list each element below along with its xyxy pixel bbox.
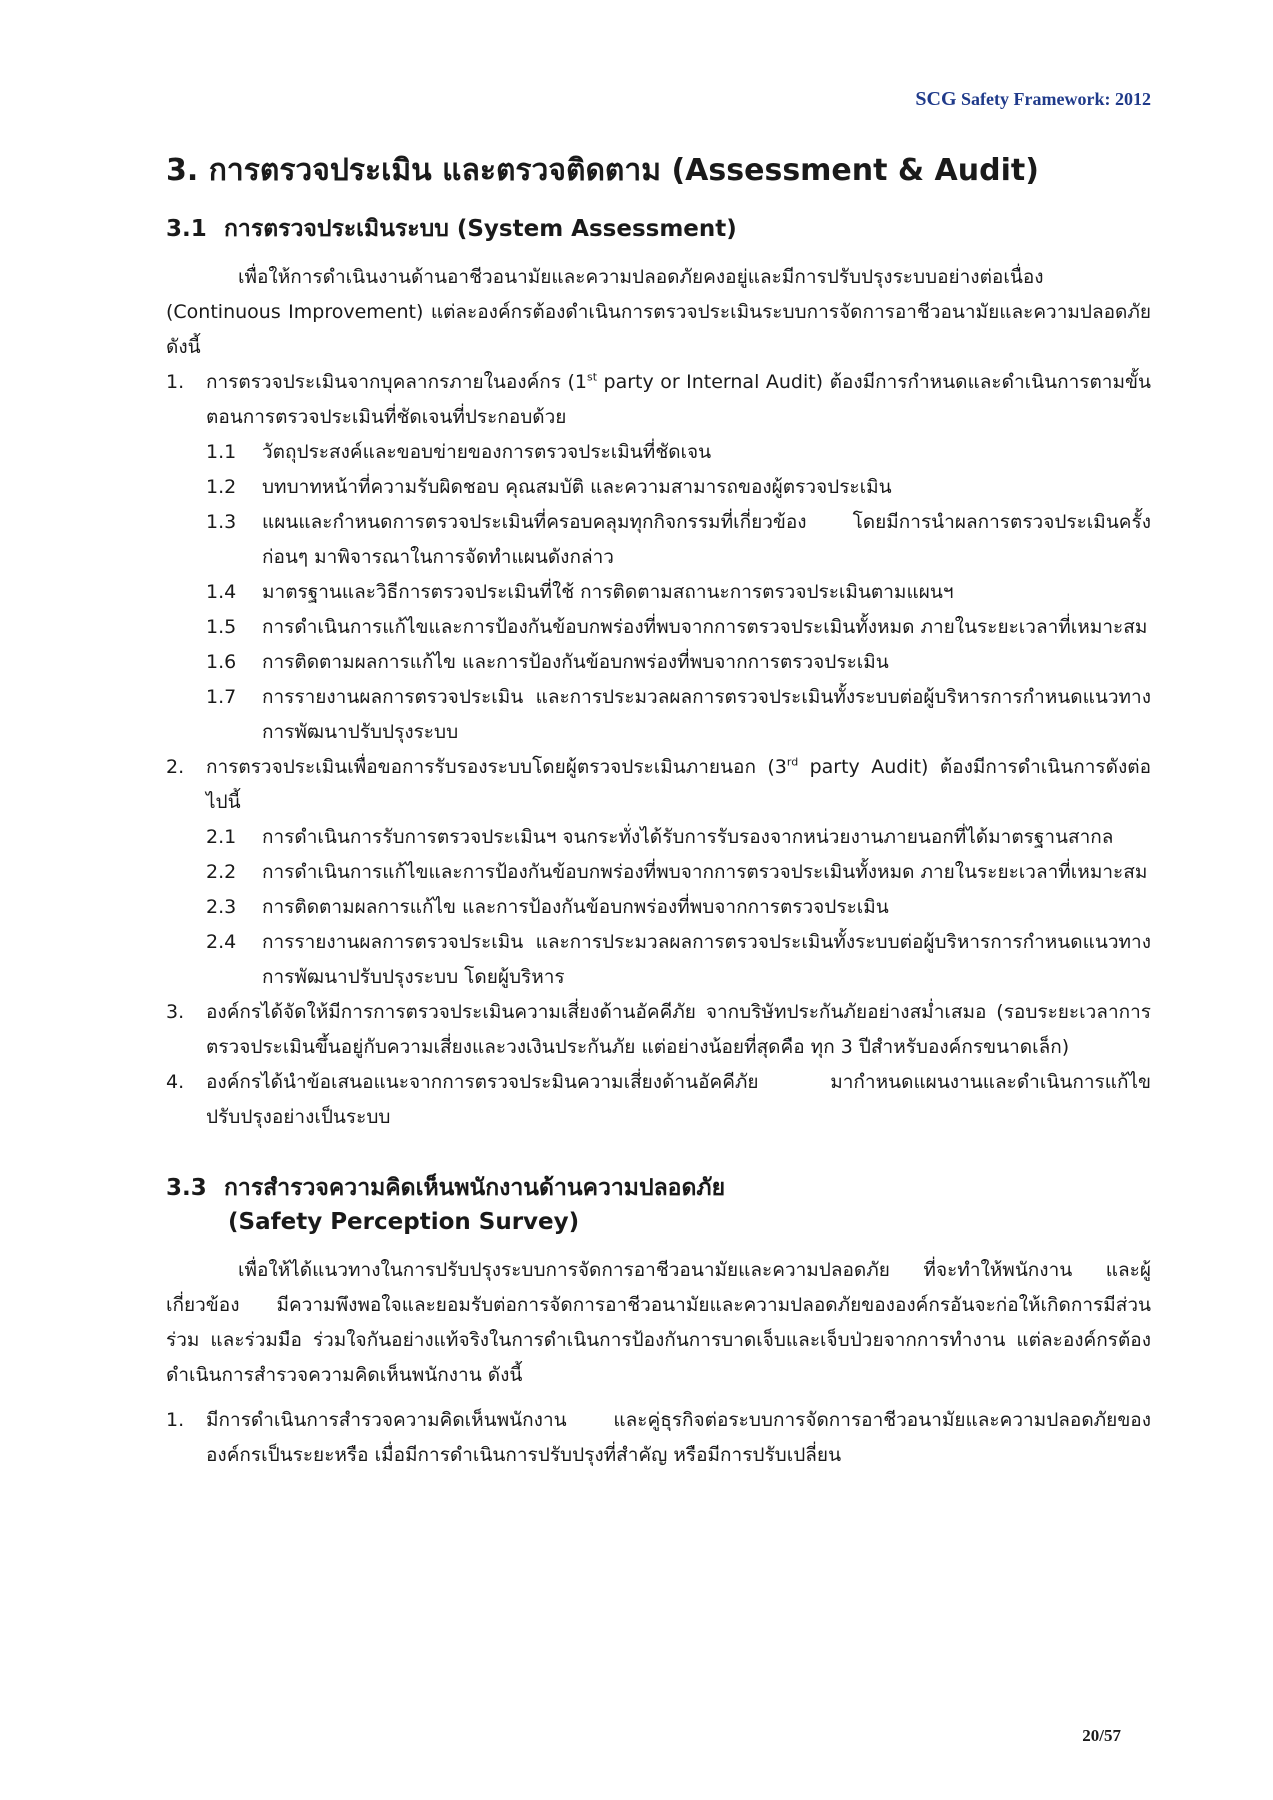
list-item-number: 3.	[166, 1001, 185, 1023]
sub-list-item	[166, 610, 1151, 645]
sub-list-item-text: การดำเนินการแก้ไขและการป้องกันข้อบกพร่องที่พบจากการตรวจประเมินทั้งหมด ภายในระยะเวลาที่เหมาะสม	[262, 861, 1148, 883]
list-item-number: 1.	[166, 371, 185, 393]
list-item-number: 2.	[166, 756, 185, 778]
section-3-3-heading: การสำรวจความคิดเห็นพนักงานด้านความปลอดภัย	[224, 1175, 726, 1201]
header-brand: SCG	[915, 88, 957, 110]
list-item-text	[206, 750, 1151, 820]
sub-list-item	[166, 890, 1151, 925]
sub-list-item	[166, 925, 1151, 995]
section-3-3-subtitle: (Safety Perception Survey)	[228, 1209, 580, 1235]
list-item	[166, 1403, 1151, 1473]
sub-list-item-number: 1.5	[206, 616, 237, 638]
page-header	[915, 88, 1151, 111]
sub-list-item	[166, 505, 1151, 575]
sub-list-item-number: 1.2	[206, 476, 237, 498]
section-3-1-number: 3.1	[166, 216, 207, 242]
list-item	[166, 365, 1151, 435]
sub-list-item	[166, 820, 1151, 855]
sub-list-item-number: 1.6	[206, 651, 237, 673]
sub-list-item-text: การติดตามผลการแก้ไข และการป้องกันข้อบกพร่องที่พบจากการตรวจประเมิน	[262, 896, 889, 918]
section-3-1-title	[166, 212, 1151, 246]
sub-list-item-text: บทบาทหน้าที่ความรับผิดชอบ คุณสมบัติ และความสามารถของผู้ตรวจประเมิน	[262, 476, 892, 498]
sub-list-item-text: การติดตามผลการแก้ไข และการป้องกันข้อบกพร่องที่พบจากการตรวจประเมิน	[262, 651, 889, 673]
sub-list-item	[166, 855, 1151, 890]
sub-list-item-number: 2.1	[206, 826, 237, 848]
sub-list-item-text: มาตรฐานและวิธีการตรวจประเมินที่ใช้ การติดตามสถานะการตรวจประเมินตามแผนฯ	[262, 581, 954, 603]
sub-list-item	[166, 680, 1151, 750]
sub-list-item-number: 2.4	[206, 931, 237, 953]
section-3-3-title	[166, 1171, 1151, 1205]
sub-list-item-number: 2.2	[206, 861, 237, 883]
sub-list-item-number: 1.4	[206, 581, 237, 603]
sub-list-2	[166, 820, 1151, 995]
list-item	[166, 995, 1151, 1065]
list-item-text: มีการดำเนินการสำรวจความคิดเห็นพนักงาน และคู่ธุรกิจต่อระบบการจัดการอาชีวอนามัยและความปลอดภัยขององค์กรเป็นระยะหรือ เมื่อมีการดำเนินการปรับปรุงที่สำคัญ หรือมีการปรับเปลี่ยน	[206, 1409, 1151, 1466]
sub-list-item-number: 1.7	[206, 686, 237, 708]
section-3-1-intro: เพื่อให้การดำเนินงานด้านอาชีวอนามัยและความปลอดภัยคงอยู่และมีการปรับปรุงระบบอย่างต่อเนื่อง (Continuous Improvement) แต่ละองค์กรต้องดำเนินการตรวจประเมินระบบการจัดการอาชีวอนามัยและความปลอดภัย ดังนี้	[166, 266, 1151, 358]
sub-list-item-text: การรายงานผลการตรวจประเมิน และการประมวลผลการตรวจประเมินทั้งระบบต่อผู้บริหารการกำหนดแนวทางการพัฒนาปรับปรุงระบบ	[262, 686, 1151, 743]
sub-list-item-text: การดำเนินการรับการตรวจประเมินฯ จนกระทั่งได้รับการรับรองจากหน่วยงานภายนอกที่ได้มาตรฐานสากล	[262, 826, 1114, 848]
sub-list-item	[166, 470, 1151, 505]
sub-list-item-number: 1.1	[206, 441, 237, 463]
list-item-text: องค์กรได้จัดให้มีการการตรวจประเมินความเสี่ยงด้านอัคคีภัย จากบริษัทประกันภัยอย่างสม่ำเสมอ (รอบระยะเวลาการตรวจประเมินขึ้นอยู่กับความเสี่ยงและวงเงินประกันภัย แต่อย่างน้อยที่สุดคือ ทุก 3 ปีสำหรับองค์กรขนาดเล็ก)	[206, 1001, 1151, 1058]
list-item-text-post: party Audit) ต้องมีการดำเนินการดังต่อไปนี้	[206, 756, 1151, 813]
page-number: 20/57	[1082, 1726, 1121, 1745]
spacer	[166, 1135, 1151, 1171]
section-3-3-number: 3.3	[166, 1175, 207, 1201]
list-item-number: 4.	[166, 1071, 185, 1093]
spacer	[166, 1393, 1151, 1403]
list-item-text	[206, 365, 1151, 435]
sub-list-item	[166, 645, 1151, 680]
list-item-number: 1.	[166, 1409, 185, 1431]
list-item	[166, 750, 1151, 820]
list-item-text-pre: การตรวจประเมินเพื่อขอการรับรองระบบโดยผู้ตรวจประเมินภายนอก (3	[206, 756, 787, 778]
superscript: rd	[786, 755, 799, 769]
section-3-3-intro: เพื่อให้ได้แนวทางในการปรับปรุงระบบการจัดการอาชีวอนามัยและความปลอดภัย ที่จะทำให้พนักงาน และผู้เกี่ยวข้อง มีความพึงพอใจและยอมรับต่อการจัดการอาชีวอนามัยและความปลอดภัยขององค์กรอันจะก่อให้เกิดการมีส่วนร่วม และร่วมมือ ร่วมใจกันอย่างแท้จริงในการดำเนินการป้องกันการบาดเจ็บและเจ็บป่วยจากการทำงาน แต่ละองค์กรต้องดำเนินการสำรวจความคิดเห็นพนักงาน ดังนี้	[166, 1259, 1151, 1386]
sub-list-1	[166, 435, 1151, 750]
list-item-text-pre: การตรวจประเมินจากบุคลากรภายในองค์กร (1	[206, 371, 587, 393]
main-content	[166, 150, 1151, 1473]
sub-list-item-number: 1.3	[206, 511, 237, 533]
superscript: st	[586, 370, 598, 384]
sub-list-item-text: การรายงานผลการตรวจประเมิน และการประมวลผลการตรวจประเมินทั้งระบบต่อผู้บริหารการกำหนดแนวทางการพัฒนาปรับปรุงระบบ โดยผู้บริหาร	[262, 931, 1151, 988]
sub-list-item-text: วัตถุประสงค์และขอบข่ายของการตรวจประเมินที่ชัดเจน	[262, 441, 712, 463]
section-3-title: 3. การตรวจประเมิน และตรวจติดตาม (Assessment & Audit)	[166, 153, 1039, 188]
sub-list-item	[166, 575, 1151, 610]
list-item	[166, 1065, 1151, 1135]
sub-list-item	[166, 435, 1151, 470]
list-item-text: องค์กรได้นำข้อเสนอแนะจากการตรวจประมินความเสี่ยงด้านอัคคีภัย มากำหนดแผนงานและดำเนินการแก้ไขปรับปรุงอย่างเป็นระบบ	[206, 1071, 1151, 1128]
sub-list-item-number: 2.3	[206, 896, 237, 918]
list-item-text-post: party or Internal Audit) ต้องมีการกำหนดและดำเนินการตามขั้นตอนการตรวจประเมินที่ชัดเจนที่ประกอบด้วย	[206, 371, 1151, 428]
sub-list-item-text: แผนและกำหนดการตรวจประเมินที่ครอบคลุมทุกกิจกรรมที่เกี่ยวข้อง โดยมีการนำผลการตรวจประเมินครั้งก่อนๆ มาพิจารณาในการจัดทำแผนดังกล่าว	[262, 511, 1151, 568]
sub-list-item-text: การดำเนินการแก้ไขและการป้องกันข้อบกพร่องที่พบจากการตรวจประเมินทั้งหมด ภายในระยะเวลาที่เหมาะสม	[262, 616, 1148, 638]
section-3-1-heading: การตรวจประเมินระบบ (System Assessment)	[224, 216, 737, 242]
header-title: Safety Framework: 2012	[961, 89, 1151, 109]
